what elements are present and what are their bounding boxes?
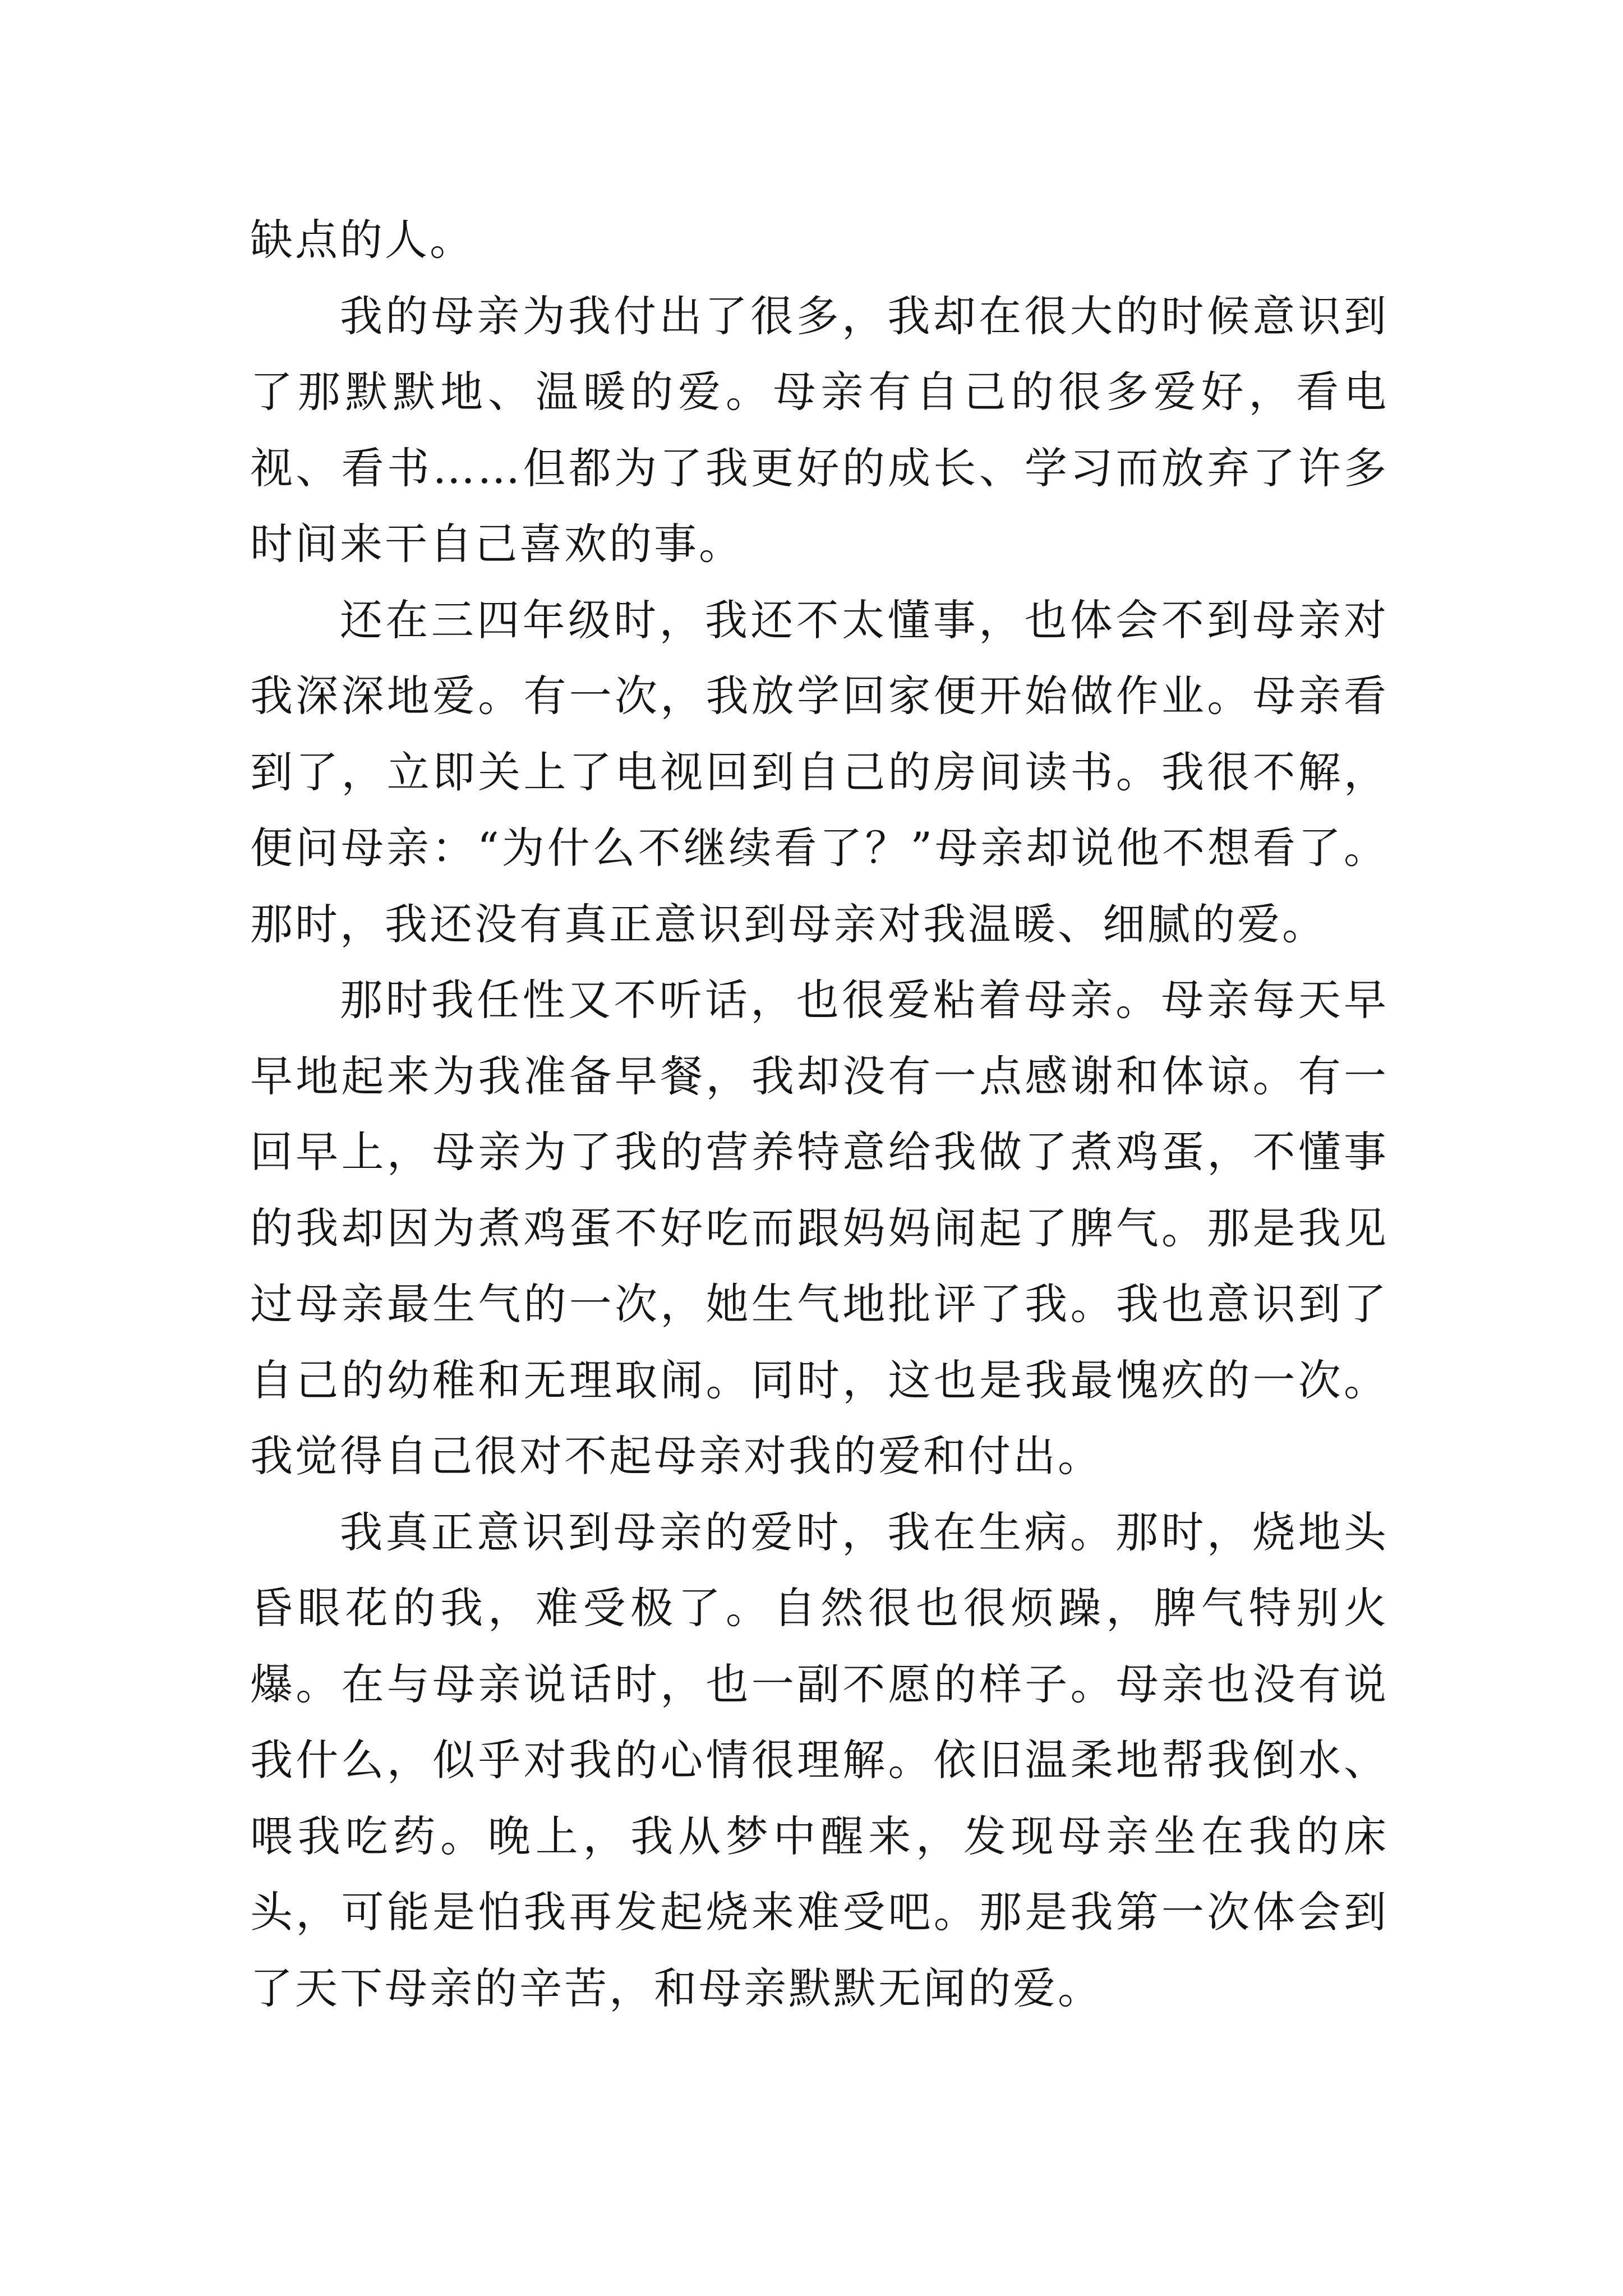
paragraph: 我的母亲为我付出了很多，我却在很大的时候意识到了那默默地、温暖的爱。母亲有自己的很多爱好，看电视、看书……但都为了我更好的成长、学习而放弃了许多时间来干自己喜欢的事。	[250, 291, 1389, 569]
paragraph: 我真正意识到母亲的爱时，我在生病。那时，烧地头昏眼花的我，难受极了。自然很也很烦躁，脾气特别火爆。在与母亲说话时，也一副不愿的样子。母亲也没有说我什么，似乎对我的心情很理解。依旧温柔地帮我倒水、喂我吃药。晚上，我从梦中醒来，发现母亲坐在我的床头，可能是怕我再发起烧来难受吧。那是我第一次体会到了天下母亲的辛苦，和母亲默默无闻的爱。	[250, 1507, 1389, 2013]
paragraph: 那时我任性又不听话，也很爱粘着母亲。母亲每天早早地起来为我准备早餐，我却没有一点感谢和体谅。有一回早上，母亲为了我的营养特意给我做了煮鸡蛋，不懂事的我却因为煮鸡蛋不好吃而跟妈妈闹起了脾气。那是我见过母亲最生气的一次，她生气地批评了我。我也意识到了自己的幼稚和无理取闹。同时，这也是我最愧疚的一次。我觉得自己很对不起母亲对我的爱和付出。	[250, 975, 1389, 1481]
paragraph: 缺点的人。	[250, 215, 474, 265]
document-body	[250, 202, 1389, 2026]
paragraph: 还在三四年级时，我还不太懂事，也体会不到母亲对我深深地爱。有一次，我放学回家便开始做作业。母亲看到了，立即关上了电视回到自己的房间读书。我很不解，便问母亲：“为什么不继续看了？”母亲却说他不想看了。那时，我还没有真正意识到母亲对我温暖、细腻的爱。	[250, 595, 1389, 949]
